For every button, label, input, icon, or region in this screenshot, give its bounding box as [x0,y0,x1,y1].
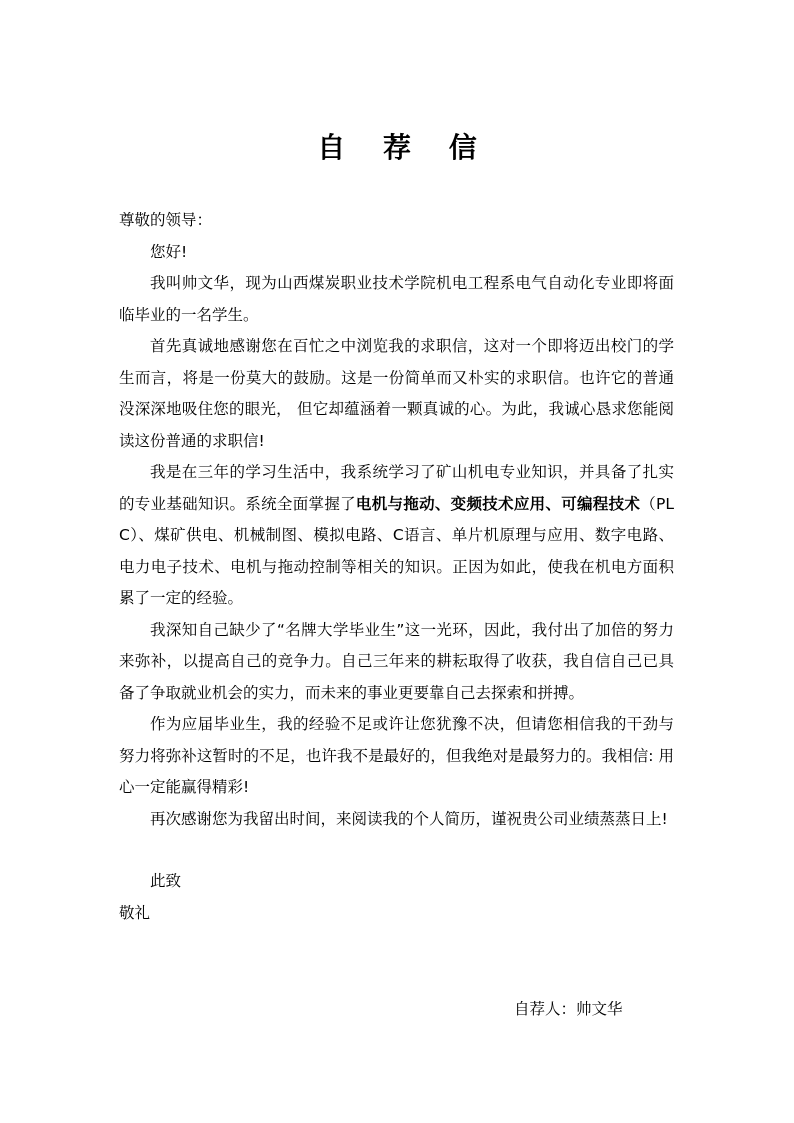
paragraph-skills-bold: 电机与拖动、变频技术应用、可编程技术 [355,494,641,513]
letter-body [119,205,674,929]
paragraph-thanks: 首先真诚地感谢您在百忙之中浏览我的求职信，这对一个即将迈出校门的学生而言，将是一份莫大的鼓励。这是一份简单而又朴实的求职信。也许它的普通没深深地吸住您的眼光， 但它却蕴涵着一颗真诚的心。为此，我诚心恳求您能阅读这份普通的求职信! [119,337,674,450]
salutation: 尊敬的领导： [119,211,213,229]
closing-line-1: 此致 [150,872,182,890]
blank-line [119,835,674,866]
paragraph-skills-start: 我是在三年的学习生活中，我系统学习了矿山机电专业知识，并具备了扎实的专业基础知识。系统全面掌握了 [119,463,674,513]
paragraph-closing-thanks: 再次感谢您为我留出时间，来阅读我的个人简历，谨祝贵公司业绩蒸蒸日上! [150,809,668,828]
paragraph-skills [119,457,674,615]
greeting: 您好! [150,242,188,261]
paragraph-introduction: 我叫帅文华，现为山西煤炭职业技术学院机电工程系电气自动化专业即将面临毕业的一名学生。 [119,274,674,324]
paragraph-effort: 我深知自己缺少了“名牌大学毕业生”这一光环，因此，我付出了加倍的努力来弥补，以提高自己的竞争力。自己三年来的耕耘取得了收获，我自信自己已具备了争取就业机会的实力，而未来的事业更要靠自己去探索和拼搏。 [119,620,674,702]
paragraph-skills-end: （PLC）、煤矿供电、机械制图、模拟电路、C语言、单片机原理与应用、数字电路、电力电子技术、电机与拖动控制等相关的知识。正因为如此，使我在机电方面积累了一定的经验。 [119,494,674,607]
page-title: 自 荐 信 [317,131,491,164]
closing-line-2: 敬礼 [119,903,151,922]
paragraph-commitment: 作为应届毕业生，我的经验不足或许让您犹豫不决，但请您相信我的干劲与努力将弥补这暂时的不足，也许我不是最好的，但我绝对是最努力的。我相信: 用心一定能赢得精彩! [119,715,674,796]
signature: 自荐人：帅文华 [514,1000,623,1018]
